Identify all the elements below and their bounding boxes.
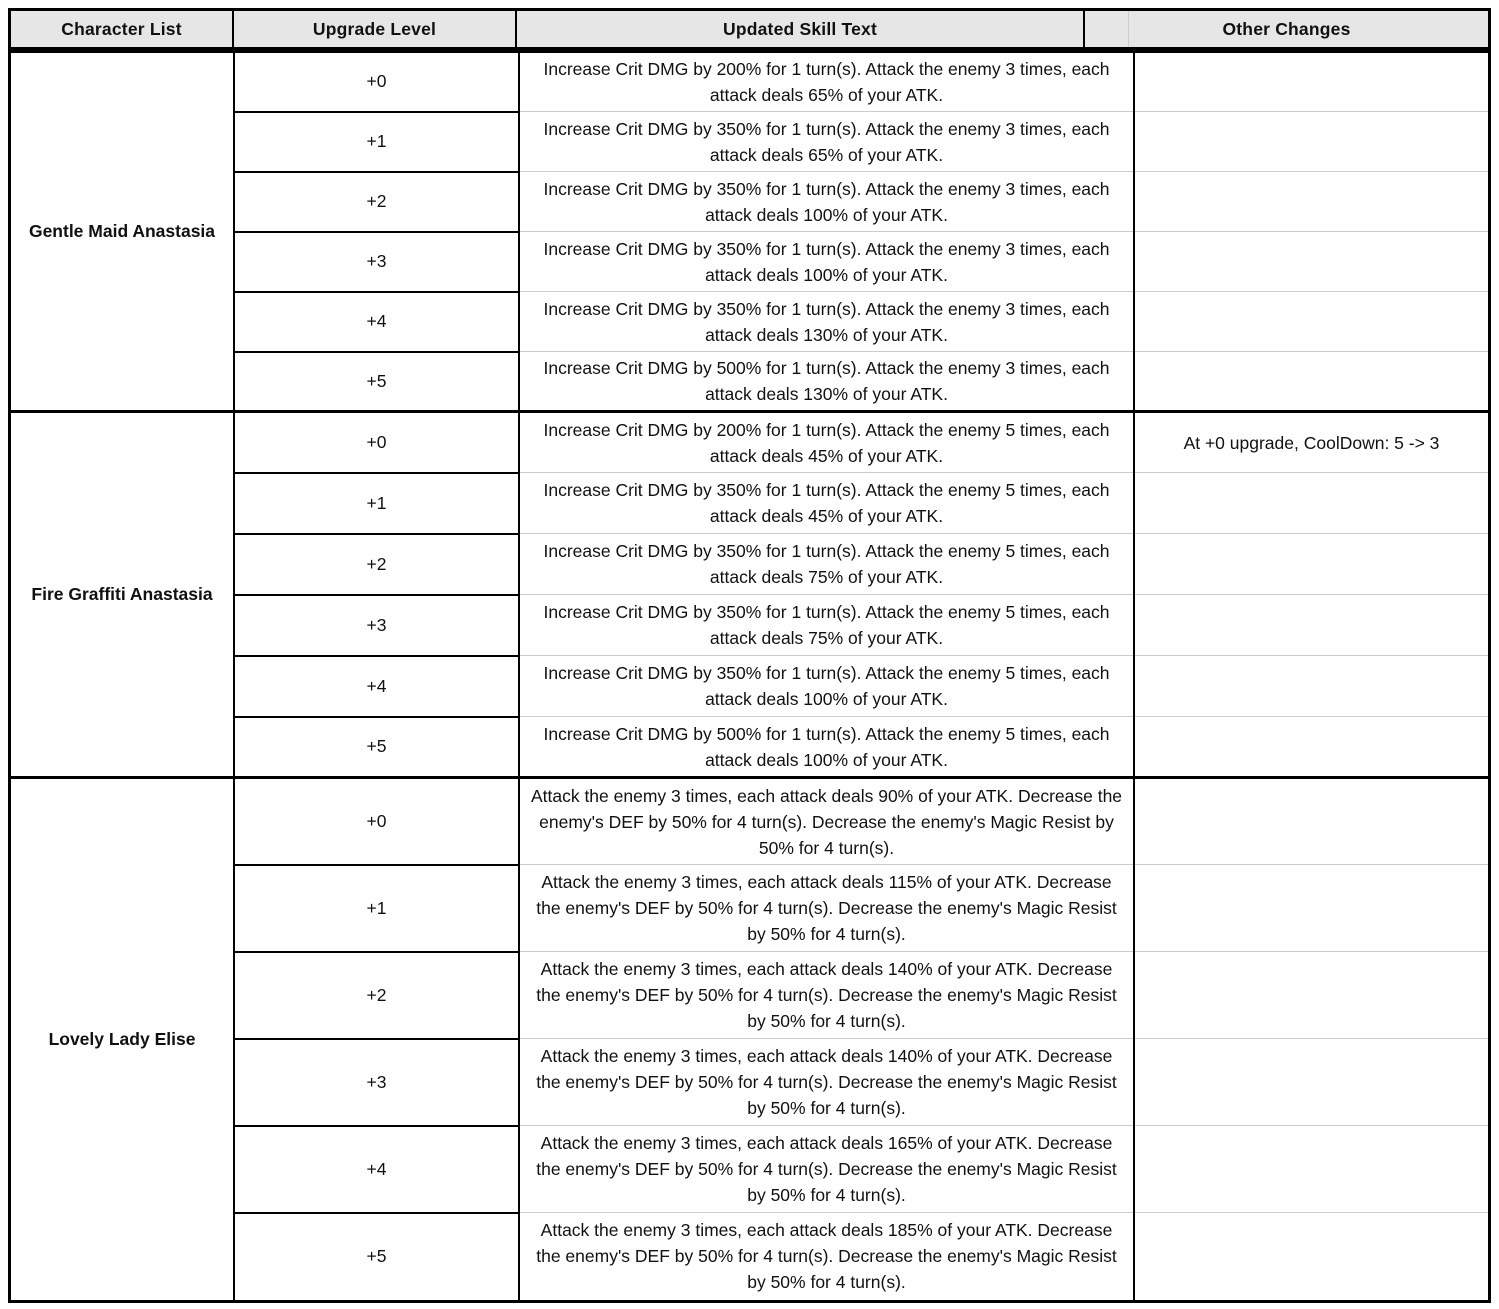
- skill-text-cell: Attack the enemy 3 times, each attack deals 140% of your ATK. Decrease the enemy's DEF by 50% for 4 turn(s). Decrease the enemy's Magic Resist by 50% for 4 turn(s).: [519, 1039, 1134, 1126]
- skill-text-cell: Increase Crit DMG by 500% for 1 turn(s). Attack the enemy 5 times, each attack deals 100% of your ATK.: [519, 717, 1134, 778]
- upgrade-level-cell: +1: [234, 473, 519, 534]
- skill-text-cell: Attack the enemy 3 times, each attack deals 90% of your ATK. Decrease the enemy's DEF by 50% for 4 turn(s). Decrease the enemy's Magic Resist by 50% for 4 turn(s).: [519, 778, 1134, 865]
- upgrade-level-cell: +0: [234, 412, 519, 473]
- skill-text-cell: Increase Crit DMG by 350% for 1 turn(s). Attack the enemy 3 times, each attack deals 100% of your ATK.: [519, 232, 1134, 292]
- skill-text-cell: Attack the enemy 3 times, each attack deals 115% of your ATK. Decrease the enemy's DEF by 50% for 4 turn(s). Decrease the enemy's Magic Resist by 50% for 4 turn(s).: [519, 865, 1134, 952]
- upgrade-level-cell: +5: [234, 1213, 519, 1300]
- upgrade-level-cell: +4: [234, 656, 519, 717]
- upgrade-level-cell: +2: [234, 172, 519, 232]
- other-changes-cell: [1134, 1039, 1488, 1126]
- other-changes-cell: [1134, 865, 1488, 952]
- other-changes-cell: [1134, 52, 1488, 112]
- column-header-upgrade-level: Upgrade Level: [232, 11, 515, 47]
- skill-text-cell: Increase Crit DMG by 500% for 1 turn(s). Attack the enemy 3 times, each attack deals 130% of your ATK.: [519, 352, 1134, 412]
- upgrade-level-cell: +0: [234, 52, 519, 112]
- other-changes-cell: [1134, 952, 1488, 1039]
- other-changes-cell: [1134, 717, 1488, 778]
- other-changes-cell: [1134, 534, 1488, 595]
- skill-text-cell: Attack the enemy 3 times, each attack deals 165% of your ATK. Decrease the enemy's DEF by 50% for 4 turn(s). Decrease the enemy's Magic Resist by 50% for 4 turn(s).: [519, 1126, 1134, 1213]
- other-changes-cell: [1134, 352, 1488, 412]
- skill-text-cell: Increase Crit DMG by 350% for 1 turn(s). Attack the enemy 3 times, each attack deals 65% of your ATK.: [519, 112, 1134, 172]
- skill-text-cell: Increase Crit DMG by 200% for 1 turn(s). Attack the enemy 3 times, each attack deals 65% of your ATK.: [519, 52, 1134, 112]
- skill-text-cell: Attack the enemy 3 times, each attack deals 140% of your ATK. Decrease the enemy's DEF by 50% for 4 turn(s). Decrease the enemy's Magic Resist by 50% for 4 turn(s).: [519, 952, 1134, 1039]
- skill-text-cell: Increase Crit DMG by 350% for 1 turn(s). Attack the enemy 3 times, each attack deals 130% of your ATK.: [519, 292, 1134, 352]
- other-changes-cell: [1134, 1126, 1488, 1213]
- character-group: [11, 412, 1488, 778]
- other-changes-cell: [1134, 473, 1488, 534]
- table-row: [11, 412, 1488, 473]
- table-row: [11, 778, 1488, 865]
- other-changes-cell: [1134, 292, 1488, 352]
- upgrade-level-cell: +1: [234, 865, 519, 952]
- other-changes-cell: [1134, 595, 1488, 656]
- other-changes-cell: [1134, 172, 1488, 232]
- upgrade-level-cell: +0: [234, 778, 519, 865]
- upgrade-level-cell: +3: [234, 232, 519, 292]
- column-header-updated-skill-text: Updated Skill Text: [515, 11, 1083, 47]
- character-group: [11, 778, 1488, 1300]
- column-header-character-list: Character List: [61, 18, 182, 39]
- skill-text-cell: Increase Crit DMG by 200% for 1 turn(s). Attack the enemy 5 times, each attack deals 45% of your ATK.: [519, 412, 1134, 473]
- upgrade-level-cell: +5: [234, 717, 519, 778]
- other-changes-cell: [1134, 232, 1488, 292]
- skill-upgrade-table: [8, 8, 1491, 1303]
- character-group: [11, 52, 1488, 412]
- upgrade-level-cell: +3: [234, 1039, 519, 1126]
- skill-text-cell: Increase Crit DMG by 350% for 1 turn(s). Attack the enemy 5 times, each attack deals 100% of your ATK.: [519, 656, 1134, 717]
- other-changes-cell: [1134, 1213, 1488, 1300]
- skill-text-cell: Increase Crit DMG by 350% for 1 turn(s). Attack the enemy 5 times, each attack deals 75% of your ATK.: [519, 534, 1134, 595]
- skill-text-cell: Attack the enemy 3 times, each attack deals 185% of your ATK. Decrease the enemy's DEF by 50% for 4 turn(s). Decrease the enemy's Magic Resist by 50% for 4 turn(s).: [519, 1213, 1134, 1300]
- skill-text-cell: Increase Crit DMG by 350% for 1 turn(s). Attack the enemy 5 times, each attack deals 45% of your ATK.: [519, 473, 1134, 534]
- character-name-cell: Lovely Lady Elise: [11, 778, 234, 1300]
- other-changes-cell: [1134, 112, 1488, 172]
- upgrade-level-cell: +4: [234, 1126, 519, 1213]
- skill-text-cell: Increase Crit DMG by 350% for 1 turn(s). Attack the enemy 3 times, each attack deals 100% of your ATK.: [519, 172, 1134, 232]
- upgrade-level-cell: +4: [234, 292, 519, 352]
- table-row: [11, 52, 1488, 112]
- column-header-other-changes: Other Changes: [1083, 11, 1488, 47]
- upgrade-level-cell: +5: [234, 352, 519, 412]
- upgrade-level-cell: +3: [234, 595, 519, 656]
- upgrade-level-cell: +2: [234, 534, 519, 595]
- table-header-row: [11, 11, 1488, 50]
- table-body: [11, 50, 1488, 1300]
- other-changes-cell: At +0 upgrade, CoolDown: 5 -> 3: [1134, 412, 1488, 473]
- other-changes-cell: [1134, 656, 1488, 717]
- upgrade-level-cell: +2: [234, 952, 519, 1039]
- character-name-cell: Fire Graffiti Anastasia: [11, 412, 234, 778]
- other-changes-cell: [1134, 778, 1488, 865]
- upgrade-level-cell: +1: [234, 112, 519, 172]
- skill-text-cell: Increase Crit DMG by 350% for 1 turn(s). Attack the enemy 5 times, each attack deals 75% of your ATK.: [519, 595, 1134, 656]
- character-name-cell: Gentle Maid Anastasia: [11, 52, 234, 412]
